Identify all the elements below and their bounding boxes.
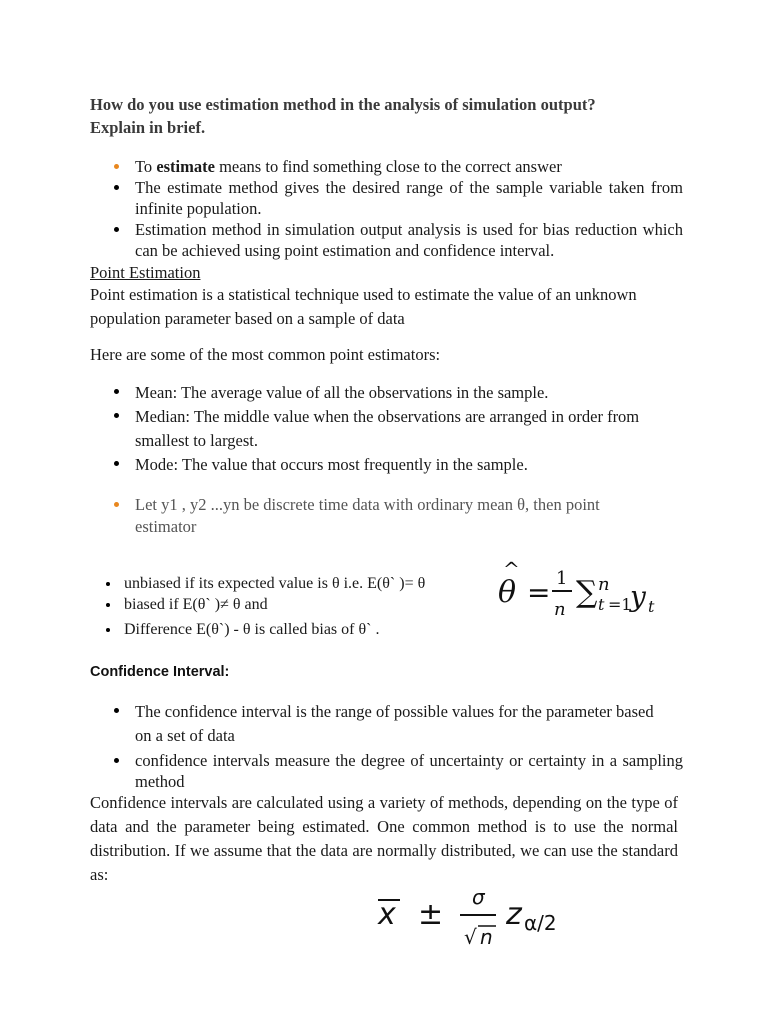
estimator-mean: Mean: The average value of all the observations in the sample. [135,381,683,405]
let-bullet-list [135,494,655,538]
svg-text:=: = [527,576,551,609]
svg-text:σ: σ [472,885,485,909]
confidence-interval-formula [370,880,600,960]
ci-paragraph: Confidence intervals are calculated using a variety of methods, depending on the type of data and the parameter being estimated. One common method is to use the normal distribution. If we assume that the data are normally distributed, we can use the standard as: [90,793,678,884]
svg-text:√: √ [464,925,477,949]
svg-text:y: y [630,580,646,613]
question-line-2: Explain in brief. [90,118,206,137]
confidence-interval-heading: Confidence Interval: [90,664,230,680]
point-estimation-definition: Point estimation is a statistical technique used to estimate the value of an unknown population parameter based on a sample of data [90,285,637,328]
svg-text:t: t [598,595,605,614]
estimator-median: Median: The middle value when the observations are arranged in order from smallest to largest. [135,405,683,453]
property-bias: Difference E(θ`) - θ is called bias of θ` . [124,619,484,640]
ci-bullet-2: confidence intervals measure the degree of uncertainty or certainty in a sampling method [135,751,683,791]
svg-text:θ: θ [498,575,517,610]
property-biased: biased if E(θ` )≠ θ and [124,594,484,615]
ci-bullet-list [135,700,683,792]
estimator-mode: Mode: The value that occurs most frequently in the sample. [135,453,683,477]
property-unbiased: unbiased if its expected value is θ i.e. E(θ` )= θ [124,573,484,594]
svg-text:α/2: α/2 [524,911,557,935]
svg-text:z: z [506,897,522,932]
question-title [90,93,690,139]
svg-text:1: 1 [556,568,568,589]
svg-text:x: x [378,897,396,932]
point-estimator-formula [494,560,694,622]
question-line-1: How do you use estimation method in the analysis of simulation output? [90,95,596,114]
estimators-list [135,381,683,477]
svg-text:n: n [598,574,610,595]
svg-text:∑: ∑ [576,575,598,610]
svg-text:n: n [554,599,566,620]
intro-bullet-1: To estimate means to find something close to the correct answer [135,156,683,177]
intro-bullet-3: Estimation method in simulation output analysis is used for bias reduction which can be achieved using point estimation and confidence interval. [135,220,683,260]
svg-text:t: t [648,597,655,616]
svg-text:n: n [480,925,493,949]
properties-list [124,573,484,640]
svg-text:=1: =1 [608,595,632,614]
let-bullet: Let y1 , y2 ...yn be discrete time data with ordinary mean θ, then point estimator [135,494,655,538]
ci-bullet-1: The confidence interval is the range of possible values for the parameter based on a set of data [135,700,655,748]
estimators-intro: Here are some of the most common point estimators: [90,345,441,364]
svg-text:^: ^ [503,560,520,581]
intro-bullet-list [135,156,683,261]
intro-bullet-2: The estimate method gives the desired range of the sample variable taken from infinite population. [135,178,683,218]
point-estimation-heading: Point Estimation [90,263,201,282]
estimate-term: estimate [156,157,215,176]
svg-text:±: ± [418,897,444,932]
